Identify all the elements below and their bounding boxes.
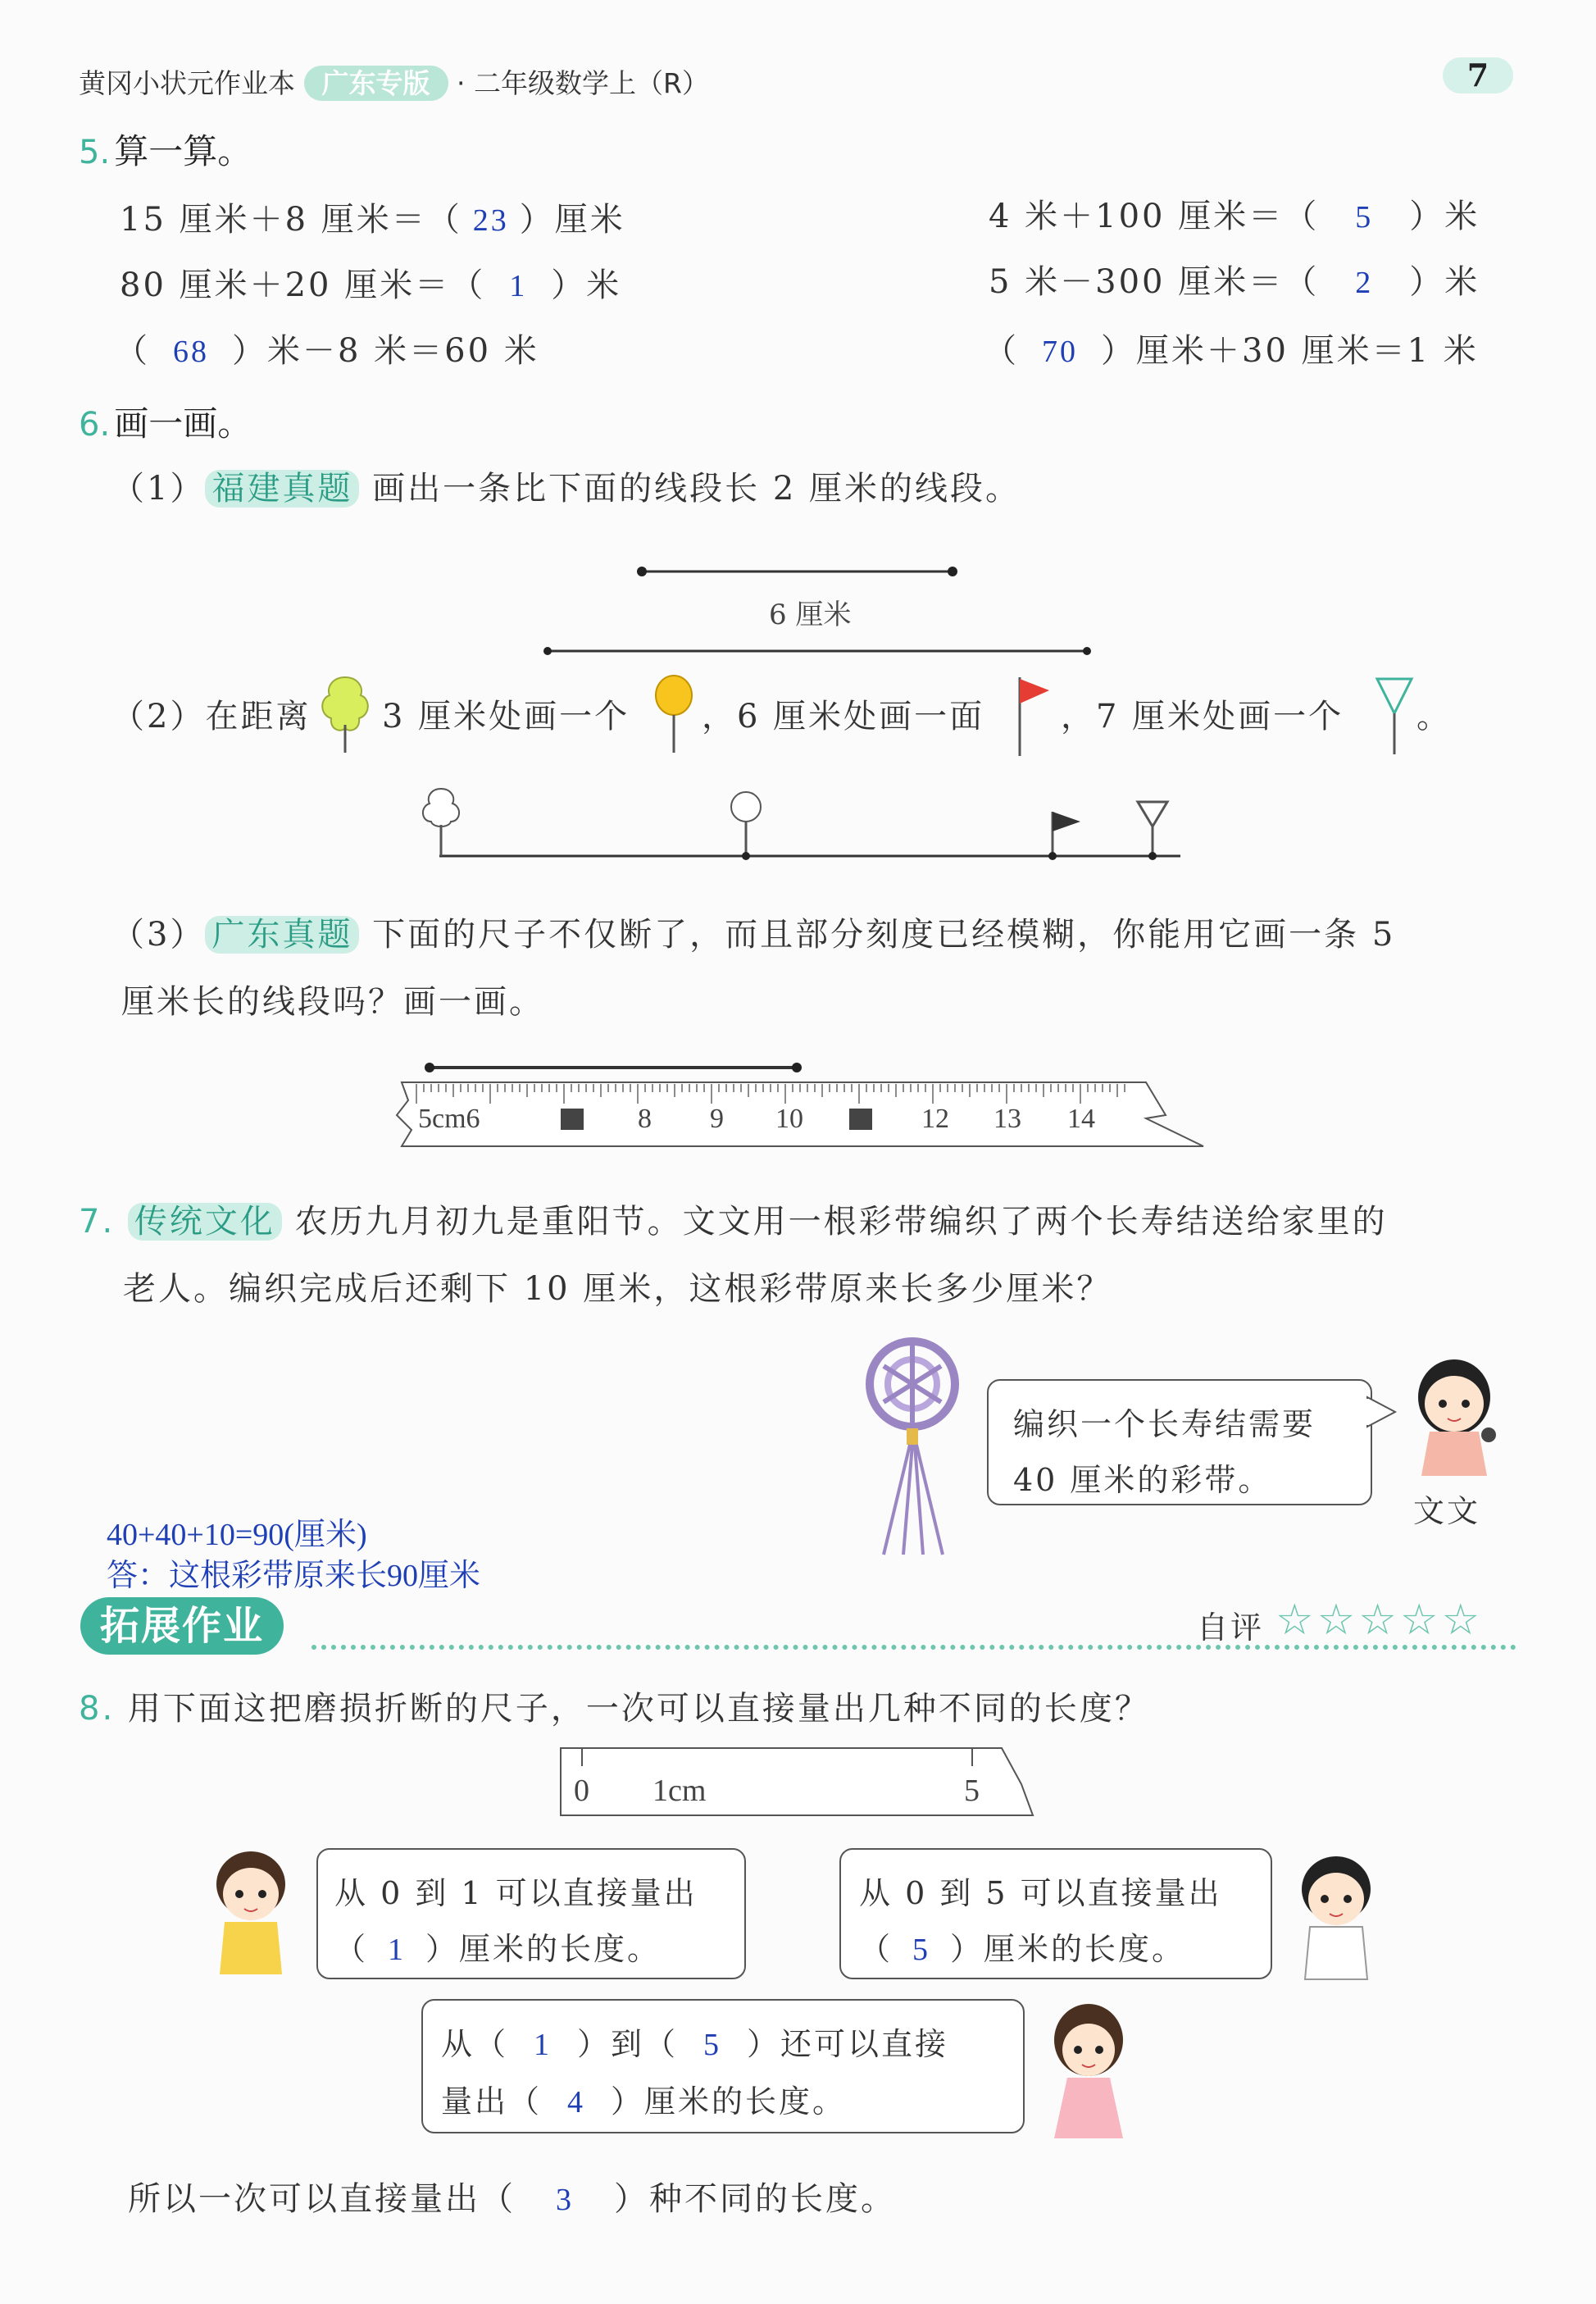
boy-right-icon	[1279, 1848, 1394, 1996]
speech-bubble-3: 从（ 1 ）到（ 5 ）还可以直接 量出（ 4 ）厘米的长度。	[421, 1999, 1025, 2133]
q7-answer-sentence: 答：这根彩带原来长90厘米	[107, 1559, 481, 1593]
header	[79, 62, 709, 101]
ruler-label: 13	[994, 1104, 1021, 1134]
workbook-page: 黄冈小状元作业本 广东专版 · 二年级数学上（R） 7 5. 算一算。 15 厘米＋8 厘米＝（ 23 ）厘米 4 米＋100 厘米＝（ 5 ）米 80 厘米＋20 厘米＝（ 1 ）米 5 米－300 厘米＝（ 2 ）米 （ 68 ）米－8 米＝60 米 （ 70 ）厘米＋30 厘米＝1 米 6. 画一画。 （1） 福建真题 画出一条比下面的线段长 2 厘米的线段。 6 厘米 （2）在距离 3 厘米处画一个 ，6 厘米处画一面 ，7 厘米处画一个 。 （3） 广东真题 下面的尺子不仅断了，而且部分刻度已经模糊，你能用它画一条 5 厘米长的线段吗？画一画。 5cm6 8 9 10 12 13 14 7. 传统文化 农历九月初九是重阳节。文文用一根彩带编织了两个长寿结送给家里的 老人。编织完成后还剩下 10 厘米，这根彩带原来长多少厘米？ 编织一个长寿结需要 40 厘米的彩带。 文文 40+40+10=90(厘米) 答：这根彩带原来长90厘米 拓展作业 自评 ☆☆☆☆☆ 8. 用下面这把磨损折断的尺子，一次可以直接量出几种不同的长度？ 0 1cm 5 从 0 到 1 可以直接量出 （ 1 ）厘米的长度。 从 0 到 5 可以直接量出 （ 5 ）厘米的长度。 从（ 1 ）到（ 5 ）还可以直接 量出（ 4 ）厘米的长度。 所以一次可以直接量出（ 3 ）种不同的长度。	[0, 0, 1596, 2304]
tree-icon	[423, 789, 459, 856]
page-number: 7	[1443, 57, 1513, 93]
q5-row1-left: 15 厘米＋8 厘米＝（ 23 ）厘米	[120, 201, 625, 239]
triangle-sign-icon	[1138, 802, 1167, 860]
q6-part3-line2: 厘米长的线段吗？画一画。	[121, 983, 544, 1021]
answer-value: 5	[703, 2028, 722, 2062]
star-icon[interactable]: ☆	[1316, 1596, 1359, 1645]
q6-part3-line1: （3） 广东真题 下面的尺子不仅断了，而且部分刻度已经模糊，你能用它画一条 5	[111, 916, 1396, 954]
answer-value: 4	[567, 2085, 586, 2120]
q5-heading	[79, 125, 252, 174]
blurred-mark	[849, 1109, 872, 1130]
blurred-mark	[561, 1109, 584, 1130]
star-icon[interactable]: ☆	[1441, 1596, 1484, 1645]
ruler-label: 9	[710, 1104, 724, 1134]
q6-number: 6.	[79, 406, 111, 444]
boy-left-icon	[193, 1843, 308, 1991]
answer-value: 5	[912, 1933, 931, 1967]
tag-culture: 传统文化	[128, 1203, 282, 1241]
book-title: 黄冈小状元作业本	[79, 67, 295, 99]
q7-line1: 7. 传统文化 农历九月初九是重阳节。文文用一根彩带编织了两个长寿结送给家里的	[79, 1203, 1388, 1241]
speech-bubble-2: 从 0 到 5 可以直接量出 （ 5 ）厘米的长度。	[839, 1848, 1272, 1979]
speaker-name: 文文	[1413, 1493, 1481, 1529]
speech-bubble: 编织一个长寿结需要 40 厘米的彩带。	[987, 1379, 1372, 1505]
tree-icon	[316, 671, 374, 759]
q5-title: 算一算。	[114, 131, 252, 171]
segment-endpoint	[948, 567, 957, 576]
self-eval-label: 自评	[1197, 1610, 1265, 1646]
q6-part2-figure	[410, 779, 1197, 869]
star-icon[interactable]: ☆	[1275, 1596, 1317, 1645]
q5-row3-left: （ 68 ）米－8 米＝60 米	[115, 332, 539, 370]
ruler-label: 14	[1067, 1104, 1095, 1134]
answer-value: 70	[1042, 335, 1078, 369]
tag-fujian: 福建真题	[205, 470, 359, 508]
answer-value: 68	[173, 335, 209, 369]
q6-part1: （1） 福建真题 画出一条比下面的线段长 2 厘米的线段。	[111, 470, 1021, 508]
segment-endpoint	[637, 567, 647, 576]
section-divider	[311, 1645, 1516, 1650]
q6-title: 画一画。	[114, 403, 252, 444]
q7-answer-calc: 40+40+10=90(厘米)	[107, 1518, 367, 1552]
answer-value: 1	[509, 269, 528, 303]
q5-row2-right: 5 米－300 厘米＝（ 2 ）米	[989, 263, 1480, 301]
q6-part2: （2）在距离	[111, 698, 311, 735]
bubble-tail	[1367, 1394, 1400, 1435]
girl-icon	[1031, 1999, 1146, 2147]
tag-guangdong: 广东真题	[205, 916, 359, 954]
segment-endpoint	[543, 647, 552, 655]
ruler-unit: 1cm	[652, 1774, 707, 1808]
rating-stars[interactable]	[1275, 1596, 1483, 1645]
broken-ruler	[392, 1050, 1212, 1156]
answer-value: 2	[1355, 266, 1374, 300]
star-icon[interactable]: ☆	[1358, 1596, 1400, 1645]
speech-bubble-1: 从 0 到 1 可以直接量出 （ 1 ）厘米的长度。	[316, 1848, 746, 1979]
ruler-label: 10	[775, 1104, 803, 1134]
ruler-five: 5	[964, 1774, 980, 1808]
q5-number: 5.	[79, 134, 111, 171]
answer-value: 1	[534, 2028, 552, 2062]
balloon-icon	[651, 671, 697, 759]
answer-value: 23	[472, 203, 509, 238]
q7-number: 7.	[79, 1203, 116, 1241]
segment-label: 6 厘米	[769, 599, 852, 631]
q8-conclusion: 所以一次可以直接量出（ 3 ）种不同的长度。	[128, 2180, 896, 2218]
flag-icon	[1048, 812, 1080, 860]
q5-row1-right: 4 米＋100 厘米＝（ 5 ）米	[989, 198, 1480, 235]
extension-title: 拓展作业	[80, 1597, 284, 1655]
q6-heading	[79, 397, 252, 446]
ruler-zero: 0	[574, 1774, 589, 1808]
q5-row3-right: （ 70 ）厘米＋30 厘米＝1 米	[984, 332, 1479, 370]
star-icon[interactable]: ☆	[1399, 1596, 1442, 1645]
balloon-icon	[731, 792, 761, 860]
q5-row2-left: 80 厘米＋20 厘米＝（ 1 ）米	[120, 266, 622, 304]
longevity-knot-icon	[859, 1333, 966, 1563]
answer-value: 1	[388, 1933, 407, 1967]
q8-number: 8.	[79, 1690, 116, 1728]
q8-question: 8. 用下面这把磨损折断的尺子，一次可以直接量出几种不同的长度？	[79, 1690, 1150, 1728]
girl-wenwen-icon	[1397, 1353, 1512, 1492]
edition-badge: 广东专版	[304, 66, 448, 101]
triangle-sign-icon	[1374, 674, 1416, 759]
ruler-label: 12	[921, 1104, 949, 1134]
answer-value: 5	[1355, 200, 1374, 234]
subject-label: · 二年级数学上（R）	[457, 67, 709, 99]
ruler-label: 8	[638, 1104, 652, 1134]
ruler-label: 5cm6	[418, 1104, 480, 1134]
q7-line2: 老人。编织完成后还剩下 10 厘米，这根彩带原来长多少厘米？	[123, 1270, 1112, 1308]
segment-endpoint	[1083, 647, 1091, 655]
flag-icon	[1015, 674, 1056, 761]
answer-value: 3	[556, 2183, 574, 2217]
